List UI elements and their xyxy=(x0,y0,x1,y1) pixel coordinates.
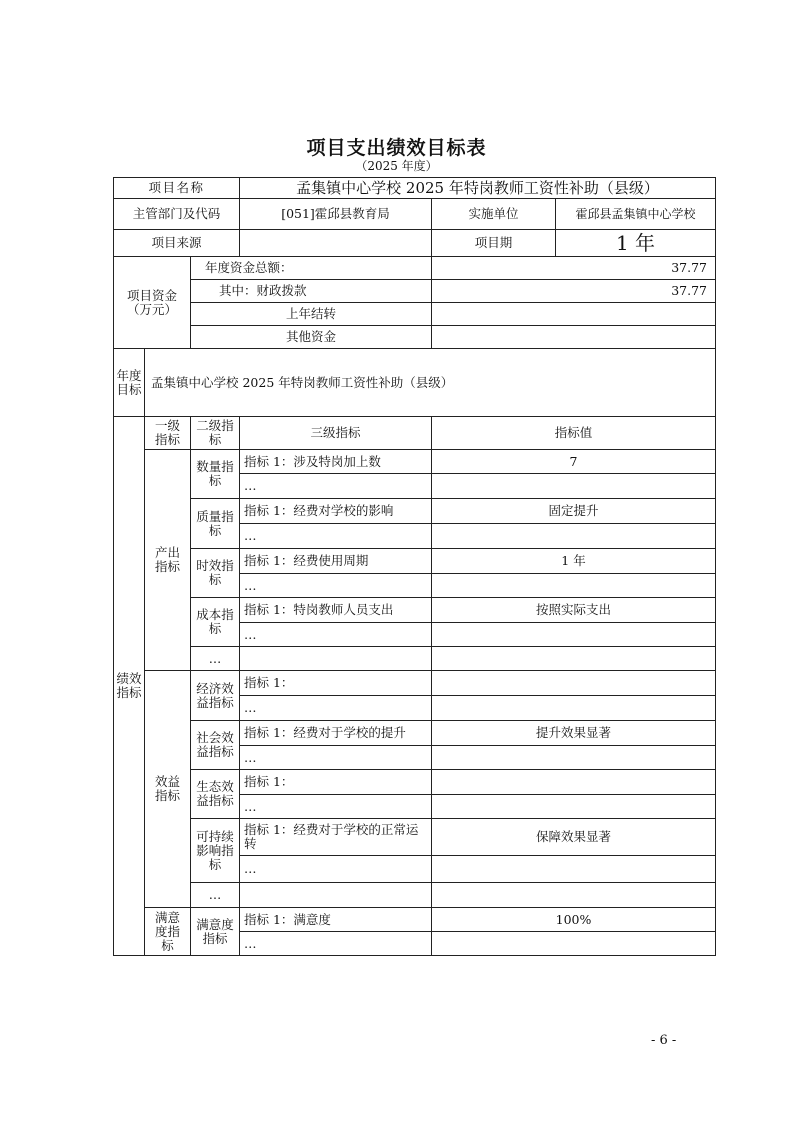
satisfaction-indicator: 指标 1：满意度 xyxy=(240,908,432,932)
value-header: 指标值 xyxy=(432,417,716,450)
project-name-label: 项目名称 xyxy=(114,178,240,199)
annual-goal-value: 孟集镇中心学校 2025 年特岗教师工资性补助（县级） xyxy=(145,349,716,417)
performance-target-table xyxy=(113,177,716,956)
ellipsis-cell: … xyxy=(191,883,240,908)
annual-goal-label: 年度目标 xyxy=(114,349,145,417)
other-funds-label: 其他资金 xyxy=(191,326,432,349)
satisfaction-value: 100% xyxy=(432,908,716,932)
satisfaction-level2-label: 满意度指标 xyxy=(191,908,240,956)
quality-value: 固定提升 xyxy=(432,499,716,524)
carryover-label: 上年结转 xyxy=(191,303,432,326)
dept-label: 主管部门及代码 xyxy=(114,199,240,230)
social-indicator-label: 社会效益指标 xyxy=(191,721,240,770)
economic-indicator: 指标 1： xyxy=(240,671,432,696)
impl-unit-label: 实施单位 xyxy=(432,199,556,230)
sustain-indicator: 指标 1：经费对于学校的正常运转 xyxy=(240,819,432,856)
eco-value xyxy=(432,770,716,795)
level2-header: 二级指标 xyxy=(191,417,240,450)
quality-indicator: 指标 1：经费对学校的影响 xyxy=(240,499,432,524)
economic-indicator-label: 经济效益指标 xyxy=(191,671,240,721)
ellipsis-cell: … xyxy=(191,647,240,671)
sustain-value: 保障效果显著 xyxy=(432,819,716,856)
perf-indicator-label: 绩效指标 xyxy=(114,417,145,956)
cost-indicator-label: 成本指标 xyxy=(191,598,240,647)
project-name-value: 孟集镇中心学校 2025 年特岗教师工资性补助（县级） xyxy=(240,178,716,199)
benefit-indicator-label: 效益指标 xyxy=(145,671,191,908)
quality-indicator-label: 质量指标 xyxy=(191,499,240,549)
output-indicator-label: 产出指标 xyxy=(145,450,191,671)
cost-indicator: 指标 1：特岗教师人员支出 xyxy=(240,598,432,623)
satisfaction-level1-label: 满意度指标 xyxy=(145,908,191,956)
other-funds-value xyxy=(432,326,716,349)
timeliness-indicator-label: 时效指标 xyxy=(191,549,240,598)
ellipsis-cell: … xyxy=(240,795,432,819)
timeliness-value: 1 年 xyxy=(432,549,716,574)
source-value xyxy=(240,230,432,257)
qty-indicator-label: 数量指标 xyxy=(191,450,240,499)
carryover-value xyxy=(432,303,716,326)
ellipsis-cell: … xyxy=(240,932,432,956)
ellipsis-cell: … xyxy=(240,746,432,770)
funds-label: 项目资金（万元） xyxy=(114,257,191,349)
cost-value: 按照实际支出 xyxy=(432,598,716,623)
sustain-indicator-label: 可持续影响指标 xyxy=(191,819,240,883)
page-title: 项目支出绩效目标表 xyxy=(306,137,487,159)
timeliness-indicator: 指标 1：经费使用周期 xyxy=(240,549,432,574)
qty-value: 7 xyxy=(432,450,716,474)
social-value: 提升效果显著 xyxy=(432,721,716,746)
page-number: - 6 - xyxy=(651,1033,677,1048)
annual-total-value: 37.77 xyxy=(432,257,716,280)
annual-total-label: 年度资金总额： xyxy=(191,257,432,280)
eco-indicator-label: 生态效益指标 xyxy=(191,770,240,819)
qty-indicator: 指标 1：涉及特岗加上数 xyxy=(240,450,432,474)
ellipsis-cell: … xyxy=(240,856,432,883)
level1-header: 一级指标 xyxy=(145,417,191,450)
fiscal-label: 其中：财政拨款 xyxy=(191,280,432,303)
page-subtitle: （2025 年度） xyxy=(355,159,438,173)
eco-indicator: 指标 1： xyxy=(240,770,432,795)
ellipsis-cell: … xyxy=(240,696,432,721)
ellipsis-cell: … xyxy=(240,574,432,598)
economic-value xyxy=(432,671,716,696)
fiscal-value: 37.77 xyxy=(432,280,716,303)
dept-value: [051]霍邱县教育局 xyxy=(240,199,432,230)
period-label: 项目期 xyxy=(432,230,556,257)
impl-unit-value: 霍邱县孟集镇中心学校 xyxy=(556,199,716,230)
period-value: 1 年 xyxy=(556,230,716,257)
level3-header: 三级指标 xyxy=(240,417,432,450)
ellipsis-cell: … xyxy=(240,524,432,549)
social-indicator: 指标 1：经费对于学校的提升 xyxy=(240,721,432,746)
ellipsis-cell: … xyxy=(240,474,432,499)
ellipsis-cell: … xyxy=(240,623,432,647)
source-label: 项目来源 xyxy=(114,230,240,257)
